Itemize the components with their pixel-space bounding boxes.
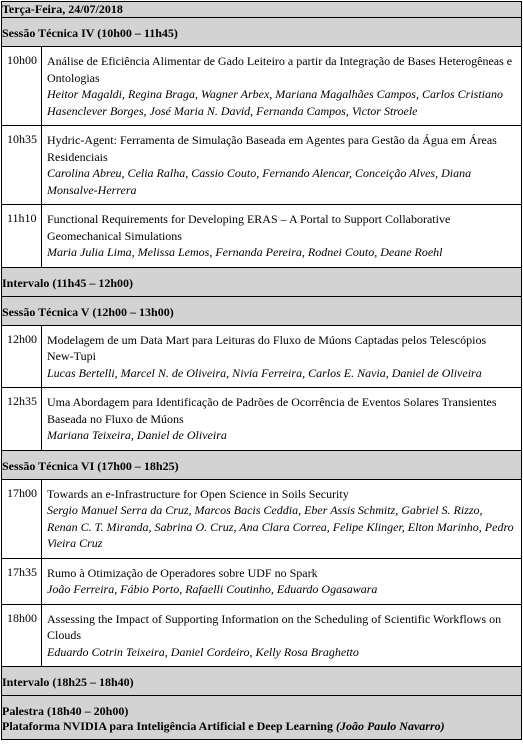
talk-cell	[42, 604, 522, 667]
session-header-row	[2, 450, 522, 479]
talk-cell	[42, 126, 522, 205]
talk-row	[2, 205, 522, 268]
talk-cell	[42, 558, 522, 604]
talk-cell	[42, 47, 522, 126]
talk-row	[2, 558, 522, 604]
schedule-table	[1, 1, 522, 740]
session-header-row	[2, 296, 522, 325]
plenary-speaker: (João Paulo Navarro)	[335, 719, 445, 733]
talk-row	[2, 479, 522, 558]
plenary-cell	[2, 696, 522, 740]
talk-title: Modelagem de um Data Mart para Leituras do Fluxo de Múons Captadas pelos Telescópios New-Tupi	[47, 332, 487, 363]
talk-title: Assessing the Impact of Supporting Information on the Scheduling of Scientific Workflows on Clouds	[47, 611, 502, 642]
talk-title: Towards an e-Infrastructure for Open Science in Soils Security	[47, 486, 349, 501]
talk-authors: Carolina Abreu, Celia Ralha, Cassio Couto, Fernando Alencar, Conceição Alves, Diana Monsalve-Herrera	[47, 166, 472, 197]
talk-authors: Heitor Magaldi, Regina Braga, Wagner Arbex, Mariana Magalhães Campos, Carlos Cristiano Hasenclever Borges, José Maria N. David, Fernanda Campos, Victor Stroele	[47, 87, 503, 118]
talk-time: 17h00	[2, 479, 42, 558]
talk-time: 10h35	[2, 126, 42, 205]
break-row	[2, 667, 522, 696]
talk-cell	[42, 388, 522, 451]
day-header: Terça-Feira, 24/07/2018	[2, 2, 522, 18]
talk-cell	[42, 325, 522, 388]
talk-row	[2, 388, 522, 451]
session-header: Sessão Técnica V (12h00 – 13h00)	[2, 296, 522, 325]
talk-authors: Maria Julia Lima, Melissa Lemos, Fernanda Pereira, Rodnei Couto, Deane Roehl	[47, 245, 443, 259]
talk-row	[2, 47, 522, 126]
talk-title: Functional Requirements for Developing ERAS – A Portal to Support Collaborative Geomechanical Simulations	[47, 212, 451, 243]
talk-time: 12h00	[2, 325, 42, 388]
talk-row	[2, 325, 522, 388]
talk-row	[2, 126, 522, 205]
plenary-label: Palestra (18h40 – 20h00)	[2, 704, 129, 718]
talk-title: Análise de Eficiência Alimentar de Gado Leiteiro a partir da Integração de Bases Heterogêneas e Ontologias	[47, 54, 513, 85]
plenary-row	[2, 696, 522, 740]
talk-title: Uma Abordagem para Identificação de Padrões de Ocorrência de Eventos Solares Transientes Baseada no Fluxo de Múons	[47, 395, 497, 426]
talk-title: Rumo à Otimização de Operadores sobre UDF no Spark	[47, 565, 318, 580]
break-label: Intervalo (11h45 – 12h00)	[2, 267, 522, 296]
plenary-title: Plataforma NVIDIA para Inteligência Artificial e Deep Learning	[2, 719, 333, 733]
break-row	[2, 267, 522, 296]
session-header: Sessão Técnica VI (17h00 – 18h25)	[2, 450, 522, 479]
session-header-row	[2, 18, 522, 47]
talk-authors: Sergio Manuel Serra da Cruz, Marcos Bacis Ceddia, Eber Assis Schmitz, Gabriel S. Rizzo, Renan C. T. Miranda, Sabrina O. Cruz, Ana Clara Correa, Felipe Klinger, Elton Marinho, Pedro Vieira Cruz	[47, 503, 514, 550]
talk-authors: João Ferreira, Fábio Porto, Rafaelli Coutinho, Eduardo Ogasawara	[47, 582, 378, 596]
talk-authors: Lucas Bertelli, Marcel N. de Oliveira, Nivia Ferreira, Carlos E. Navia, Daniel de Oliveira	[47, 365, 482, 380]
talk-authors: Mariana Teixeira, Daniel de Oliveira	[47, 428, 227, 442]
talk-time: 12h35	[2, 388, 42, 451]
talk-time: 17h35	[2, 558, 42, 604]
talk-cell	[42, 479, 522, 558]
talk-authors: Eduardo Cotrin Teixeira, Daniel Cordeiro, Kelly Rosa Braghetto	[47, 644, 359, 659]
talk-time: 18h00	[2, 604, 42, 667]
talk-row	[2, 604, 522, 667]
day-header-row	[2, 2, 522, 18]
talk-time: 10h00	[2, 47, 42, 126]
session-header: Sessão Técnica IV (10h00 – 11h45)	[2, 18, 522, 47]
talk-cell	[42, 205, 522, 268]
break-label: Intervalo (18h25 – 18h40)	[2, 667, 522, 696]
talk-title: Hydric-Agent: Ferramenta de Simulação Baseada em Agentes para Gestão da Água em Áreas Residenciais	[47, 133, 497, 164]
talk-time: 11h10	[2, 205, 42, 268]
plenary-title-line	[2, 719, 521, 734]
